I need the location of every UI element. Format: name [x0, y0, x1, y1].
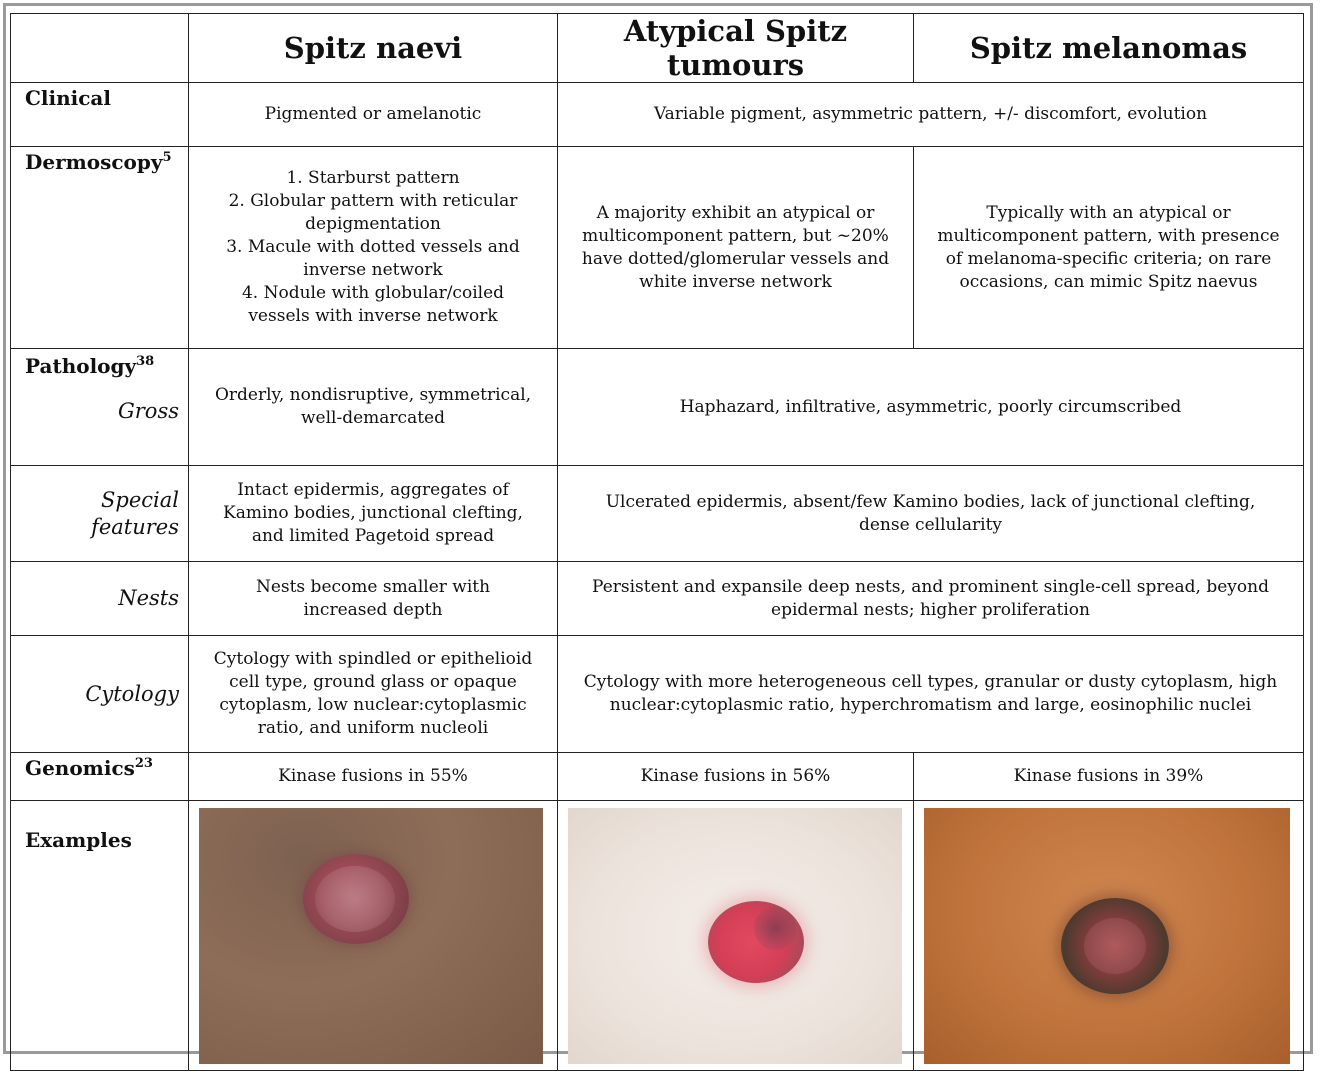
header-atypical-spitz: Atypical Spitz tumours: [558, 14, 914, 83]
row-label-genomics: Genomics$^{23}$: [11, 753, 189, 801]
cytology-row: [11, 636, 1304, 753]
clinical-atypical-melanoma: Variable pigment, asymmetric pattern, +/- discomfort, evolution: [558, 83, 1304, 147]
row-label-pathology-gross: [11, 349, 189, 466]
special-features-label-2: features: [91, 514, 179, 539]
gross-atypical-melanoma: Haphazard, infiltrative, asymmetric, poorly circumscribed: [558, 349, 1304, 466]
dermoscopy-item: 2. Globular pattern with reticular depigmentation: [228, 191, 518, 234]
genomics-atypical: Kinase fusions in 56%: [558, 753, 914, 801]
example-atypical-cell: [558, 801, 914, 1071]
cytology-naevi: Cytology with spindled or epithelioid cell type, ground glass or opaque cytoplasm, low nuclear:cytoplasmic ratio, and uniform nucleoli: [189, 636, 558, 753]
example-photo-atypical-spitz: [568, 808, 902, 1064]
pathology-label: Pathology: [25, 354, 137, 378]
nests-naevi: Nests become smaller with increased depth: [189, 562, 558, 636]
example-photo-spitz-melanoma: [924, 808, 1290, 1064]
gross-naevi: Orderly, nondisruptive, symmetrical, well-demarcated: [189, 349, 558, 466]
dermoscopy-melanoma: Typically with an atypical or multicomponent pattern, with presence of melanoma-specific criteria; on rare occasions, can mimic Spitz naevus: [914, 147, 1304, 349]
dermoscopy-row: [11, 147, 1304, 349]
pathology-gross-row: [11, 349, 1304, 466]
header-row: [11, 14, 1304, 83]
genomics-row: [11, 753, 1304, 801]
special-features-row: [11, 466, 1304, 562]
row-label-special-features: [11, 466, 189, 562]
nests-row: [11, 562, 1304, 636]
gross-label: Gross: [117, 399, 179, 423]
corner-cell: [11, 14, 189, 83]
special-features-atypical-melanoma: Ulcerated epidermis, absent/few Kamino bodies, lack of junctional clefting, dense cellularity: [558, 466, 1304, 562]
row-label-dermoscopy: Dermoscopy$^5$: [11, 147, 189, 349]
header-spitz-naevi: Spitz naevi: [189, 14, 558, 83]
genomics-melanoma: Kinase fusions in 39%: [914, 753, 1304, 801]
pathology-ref: 38: [136, 354, 155, 369]
clinical-row: [11, 83, 1304, 147]
dermoscopy-item: 1. Starburst pattern: [286, 168, 460, 188]
genomics-naevi: Kinase fusions in 55%: [189, 753, 558, 801]
dermoscopy-naevi: [189, 147, 558, 349]
header-spitz-melanomas: Spitz melanomas: [914, 14, 1304, 83]
dermoscopy-item: 4. Nodule with globular/coiled vessels with inverse network: [241, 283, 505, 326]
special-features-naevi: Intact epidermis, aggregates of Kamino bodies, junctional clefting, and limited Pagetoid spread: [189, 466, 558, 562]
clinical-naevi: Pigmented or amelanotic: [189, 83, 558, 147]
row-label-examples: Examples: [11, 801, 189, 1071]
example-melanoma-cell: [914, 801, 1304, 1071]
dermoscopy-ref: 5: [162, 150, 172, 165]
special-features-label-1: Special: [101, 487, 179, 512]
examples-row: [11, 801, 1304, 1071]
row-label-nests: Nests: [11, 562, 189, 636]
example-naevi-cell: [189, 801, 558, 1071]
row-label-clinical: Clinical: [11, 83, 189, 147]
spitz-comparison-table: [10, 13, 1304, 1071]
nests-atypical-melanoma: Persistent and expansile deep nests, and prominent single-cell spread, beyond epidermal nests; higher proliferation: [558, 562, 1304, 636]
dermoscopy-atypical: A majority exhibit an atypical or multicomponent pattern, but ~20% have dotted/glomerular vessels and white inverse network: [558, 147, 914, 349]
dermoscopy-item: 3. Macule with dotted vessels and inverse network: [226, 237, 520, 280]
row-label-cytology: Cytology: [11, 636, 189, 753]
cytology-atypical-melanoma: Cytology with more heterogeneous cell types, granular or dusty cytoplasm, high nuclear:cytoplasmic ratio, hyperchromatism and large, eosinophilic nuclei: [558, 636, 1304, 753]
example-photo-spitz-naevus: [199, 808, 543, 1064]
genomics-ref: 23: [134, 756, 153, 771]
